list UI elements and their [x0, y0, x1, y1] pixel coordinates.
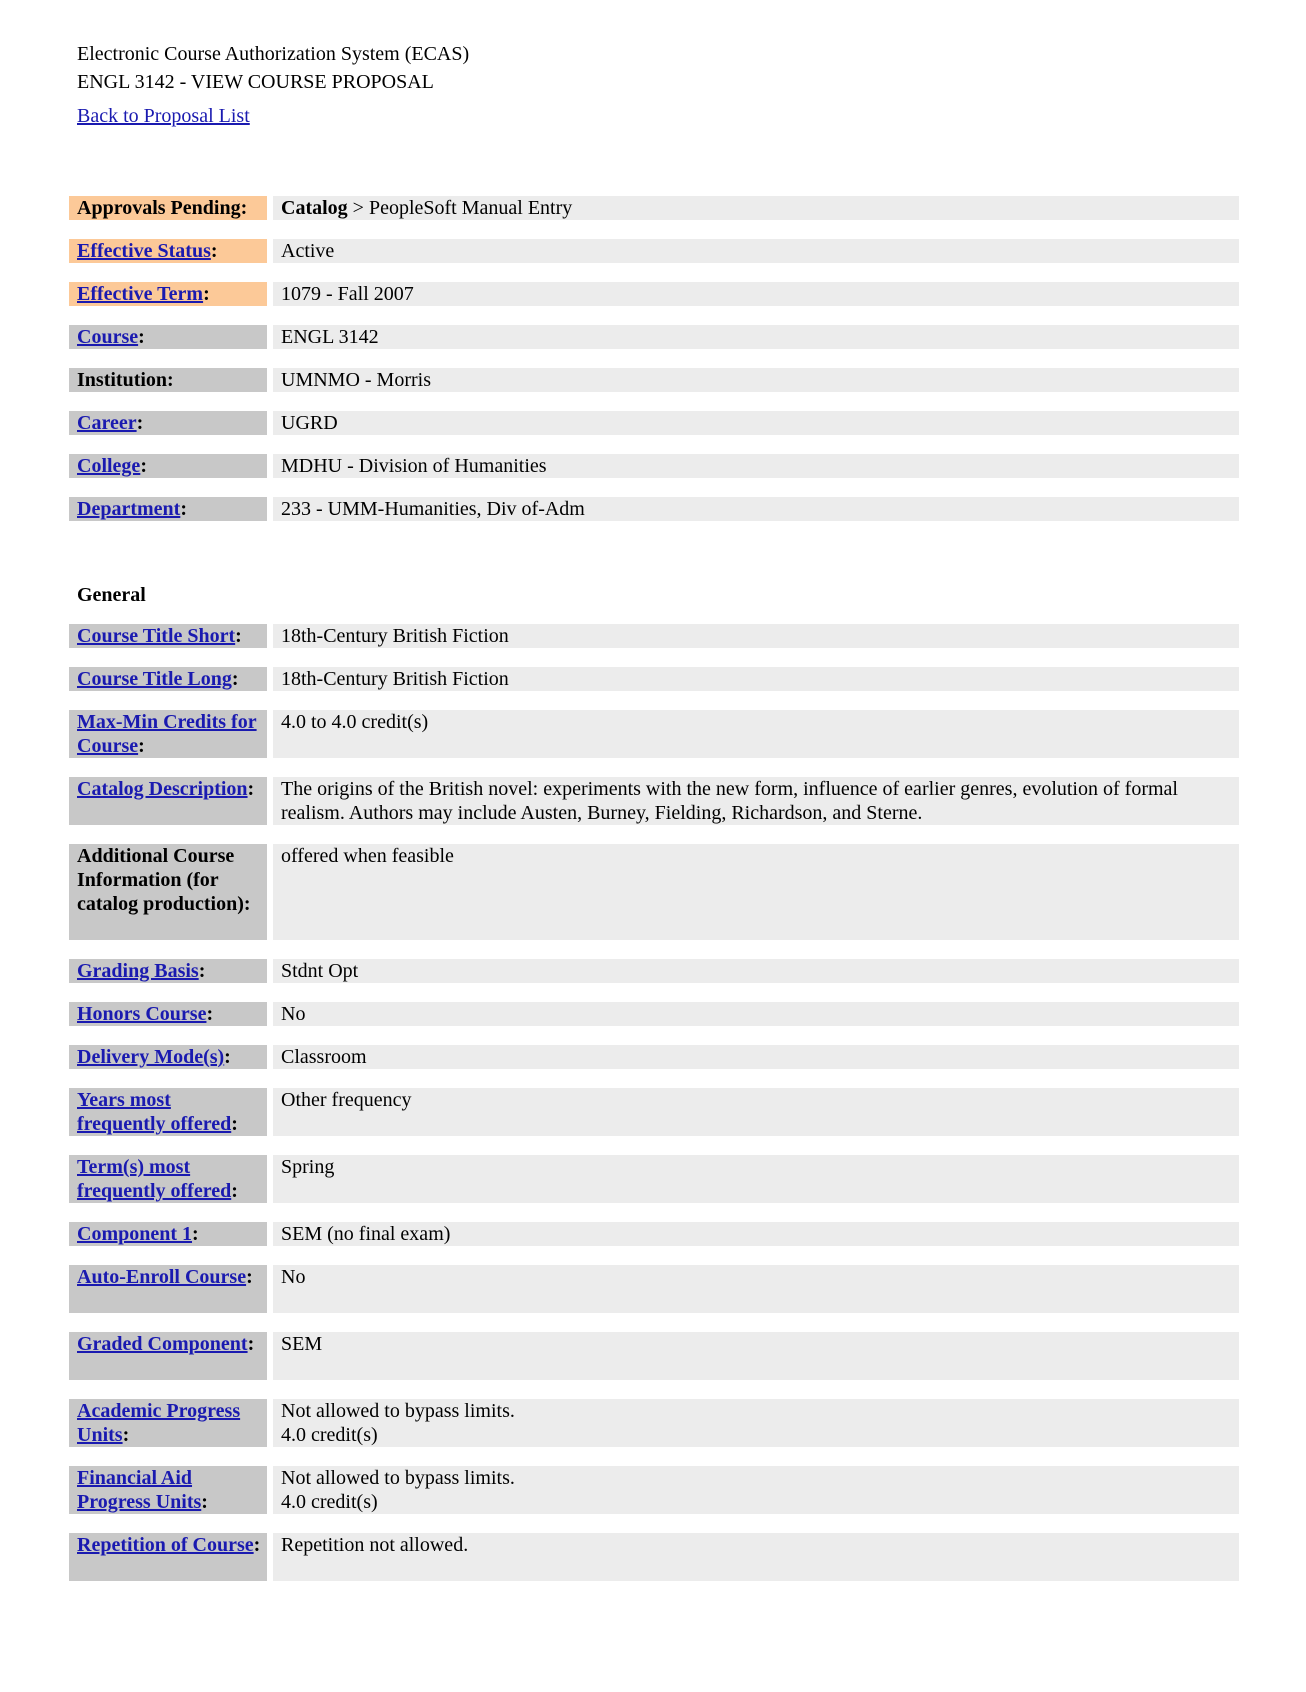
institution-label: Institution:: [69, 368, 267, 392]
approvals-pending-label: Approvals Pending:: [69, 196, 267, 220]
course-title-long-value: 18th-Century British Fiction: [273, 667, 1239, 691]
approvals-rest: > PeopleSoft Manual Entry: [347, 197, 573, 219]
course-title-long-link[interactable]: Course Title Long: [77, 668, 232, 690]
colon: :: [192, 1223, 199, 1245]
graded-component-row: [69, 1332, 1239, 1380]
component-1-row: [69, 1222, 1239, 1246]
additional-info-value: offered when feasible: [273, 844, 1239, 940]
component-1-link[interactable]: Component 1: [77, 1223, 193, 1245]
effective-status-row: [69, 239, 1239, 263]
financial-aid-value: [273, 1466, 1239, 1514]
auto-enroll-row: [69, 1265, 1239, 1313]
academic-progress-label: [69, 1399, 267, 1447]
colon: :: [231, 1180, 238, 1202]
academic-progress-value: [273, 1399, 1239, 1447]
grading-basis-link[interactable]: Grading Basis: [77, 960, 199, 982]
colon: :: [180, 498, 187, 520]
repetition-row: [69, 1533, 1239, 1581]
honors-course-row: [69, 1002, 1239, 1026]
effective-term-link[interactable]: Effective Term: [77, 283, 204, 305]
repetition-link[interactable]: Repetition of Course: [77, 1534, 254, 1556]
system-title: Electronic Course Authorization System (ECAS): [77, 43, 470, 65]
career-label: [69, 411, 267, 435]
academic-progress-row: [69, 1399, 1239, 1447]
colon: :: [247, 778, 255, 800]
terms-offered-value: Spring: [273, 1155, 1239, 1203]
academic-progress-line-1: Not allowed to bypass limits.: [281, 1400, 515, 1422]
catalog-description-link[interactable]: Catalog Description: [77, 778, 248, 800]
department-row: [69, 497, 1239, 521]
colon: :: [253, 1534, 261, 1556]
financial-aid-link[interactable]: Financial Aid Progress Units: [77, 1467, 202, 1513]
colon: :: [247, 1333, 255, 1355]
additional-info-label: Additional Course Information (for catalog production):: [69, 844, 267, 940]
graded-component-link[interactable]: Graded Component: [77, 1333, 248, 1355]
summary-table: [69, 196, 1239, 521]
effective-status-value: Active: [273, 239, 1239, 263]
grading-basis-value: Stdnt Opt: [273, 959, 1239, 983]
college-row: [69, 454, 1239, 478]
auto-enroll-link[interactable]: Auto-Enroll Course: [77, 1266, 247, 1288]
graded-component-value: SEM: [273, 1332, 1239, 1380]
colon: :: [235, 625, 242, 647]
credits-label: [69, 710, 267, 758]
department-label: [69, 497, 267, 521]
auto-enroll-value: No: [273, 1265, 1239, 1313]
colon: :: [231, 1113, 238, 1135]
colon: :: [206, 1003, 214, 1025]
credits-row: [69, 710, 1239, 758]
page-title: ENGL 3142 - VIEW COURSE PROPOSAL: [77, 71, 434, 93]
colon: :: [198, 960, 206, 982]
course-title-long-label: [69, 667, 267, 691]
colon: :: [246, 1266, 253, 1288]
approvals-catalog: Catalog: [281, 197, 348, 219]
course-link[interactable]: Course: [77, 326, 139, 348]
course-label: [69, 325, 267, 349]
course-title-short-link[interactable]: Course Title Short: [77, 625, 236, 647]
academic-progress-line-2: 4.0 credit(s): [281, 1424, 378, 1446]
department-value: 233 - UMM-Humanities, Div of-Adm: [273, 497, 1239, 521]
effective-status-label: [69, 239, 267, 263]
financial-aid-row: [69, 1466, 1239, 1514]
credits-value: 4.0 to 4.0 credit(s): [273, 710, 1239, 758]
colon: :: [231, 668, 239, 690]
catalog-description-value: The origins of the British novel: experiments with the new form, influence of earlier genres, evolution of formal realism. Authors may include Austen, Burney, Fielding, Richardson, and Sterne.: [273, 777, 1239, 825]
effective-status-link[interactable]: Effective Status: [77, 240, 211, 262]
auto-enroll-label: [69, 1265, 267, 1313]
approvals-pending-value: [273, 196, 1239, 220]
effective-term-label: [69, 282, 267, 306]
graded-component-label: [69, 1332, 267, 1380]
terms-offered-link[interactable]: Term(s) most frequently offered: [77, 1156, 232, 1202]
course-value: ENGL 3142: [273, 325, 1239, 349]
institution-row: [69, 368, 1239, 392]
delivery-mode-link[interactable]: Delivery Mode(s): [77, 1046, 225, 1068]
course-title-short-value: 18th-Century British Fiction: [273, 624, 1239, 648]
back-to-proposal-list-link[interactable]: Back to Proposal List: [77, 105, 250, 127]
years-offered-row: [69, 1088, 1239, 1136]
additional-info-row: [69, 844, 1239, 940]
colon: :: [210, 240, 218, 262]
years-offered-value: Other frequency: [273, 1088, 1239, 1136]
catalog-description-label: [69, 777, 267, 825]
honors-course-label: [69, 1002, 267, 1026]
honors-course-value: No: [273, 1002, 1239, 1026]
colon: :: [224, 1046, 231, 1068]
effective-term-value: 1079 - Fall 2007: [273, 282, 1239, 306]
catalog-description-row: [69, 777, 1239, 825]
repetition-label: [69, 1533, 267, 1581]
component-1-value: SEM (no final exam): [273, 1222, 1239, 1246]
course-row: [69, 325, 1239, 349]
credits-link[interactable]: Max-Min Credits for Course: [77, 711, 257, 757]
delivery-mode-label: [69, 1045, 267, 1069]
colon: :: [122, 1424, 130, 1446]
colon: :: [138, 326, 145, 348]
career-link[interactable]: Career: [77, 412, 137, 434]
colon: :: [138, 735, 145, 757]
approvals-pending-row: [69, 196, 1239, 220]
colon: :: [136, 412, 144, 434]
colon: :: [201, 1491, 208, 1513]
delivery-mode-row: [69, 1045, 1239, 1069]
college-value: MDHU - Division of Humanities: [273, 454, 1239, 478]
general-section-title: General: [77, 584, 146, 606]
college-label: [69, 454, 267, 478]
repetition-value: Repetition not allowed.: [273, 1533, 1239, 1581]
colon: :: [203, 283, 210, 305]
colon: :: [140, 455, 147, 477]
career-row: [69, 411, 1239, 435]
career-value: UGRD: [273, 411, 1239, 435]
honors-course-link[interactable]: Honors Course: [77, 1003, 207, 1025]
component-1-label: [69, 1222, 267, 1246]
years-offered-link[interactable]: Years most frequently offered: [77, 1089, 232, 1135]
course-title-short-row: [69, 624, 1239, 648]
terms-offered-row: [69, 1155, 1239, 1203]
course-title-short-label: [69, 624, 267, 648]
grading-basis-label: [69, 959, 267, 983]
institution-value: UMNMO - Morris: [273, 368, 1239, 392]
general-table: [69, 583, 1239, 1581]
terms-offered-label: [69, 1155, 267, 1203]
college-link[interactable]: College: [77, 455, 141, 477]
grading-basis-row: [69, 959, 1239, 983]
department-link[interactable]: Department: [77, 498, 181, 520]
course-title-long-row: [69, 667, 1239, 691]
financial-aid-line-1: Not allowed to bypass limits.: [281, 1467, 515, 1489]
delivery-mode-value: Classroom: [273, 1045, 1239, 1069]
academic-progress-link[interactable]: Academic Progress Units: [77, 1400, 241, 1446]
financial-aid-line-2: 4.0 credit(s): [281, 1491, 378, 1513]
financial-aid-label: [69, 1466, 267, 1514]
years-offered-label: [69, 1088, 267, 1136]
effective-term-row: [69, 282, 1239, 306]
